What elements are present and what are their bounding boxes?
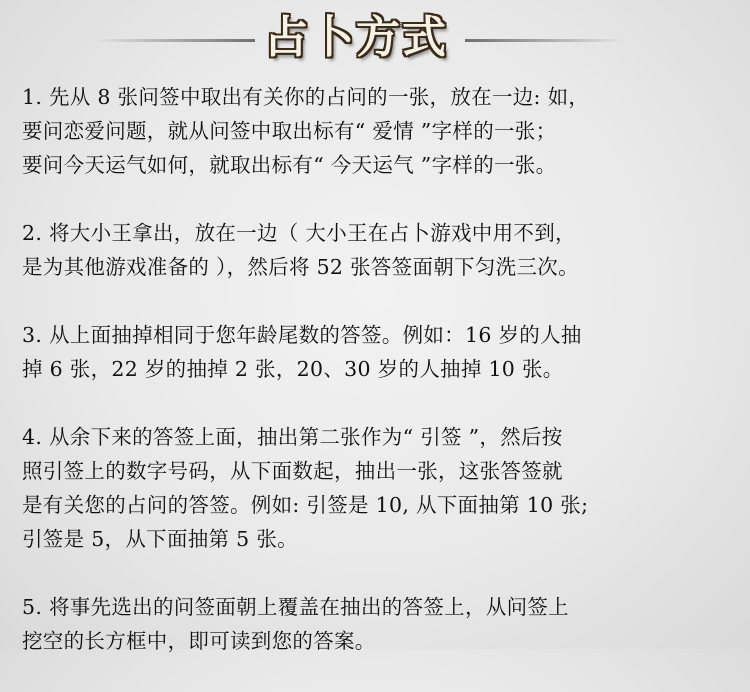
- step-5-line: 挖空的长方框中，即可读到您的答案。: [22, 629, 376, 653]
- step-2: [22, 216, 734, 284]
- step-5-line: 5. 将事先选出的问签面朝上覆盖在抽出的答签上，从问签上: [22, 595, 569, 619]
- step-3-line: 3. 从上面抽掉相同于您年龄尾数的答签。例如：16 岁的人抽: [22, 323, 582, 347]
- step-3-line: 掉 6 张，22 岁的抽掉 2 张，20、30 岁的人抽掉 10 张。: [22, 357, 564, 381]
- instructions: [22, 80, 734, 692]
- step-4-line: 引签是 5，从下面抽第 5 张。: [22, 527, 298, 551]
- step-1-line: 1. 先从 8 张问签中取出有关你的占问的一张，放在一边: 如，: [22, 85, 590, 109]
- step-1-line: 要问恋爱问题，就从问签中取出标有“ 爱情 ”字样的一张；: [22, 119, 557, 143]
- step-2-line: 2. 将大小王拿出，放在一边（ 大小王在占卜游戏中用不到，: [22, 221, 576, 245]
- step-2-line: 是为其他游戏准备的 ），然后将 52 张答签面朝下匀洗三次。: [22, 255, 579, 279]
- title-divider-left: [95, 39, 255, 42]
- step-1: [22, 80, 734, 182]
- step-4-line: 4. 从余下来的答签上面，抽出第二张作为“ 引签 ”，然后按: [22, 425, 563, 449]
- step-3: [22, 318, 734, 386]
- step-4-line: 照引签上的数字号码，从下面数起，抽出一张，这张答签就: [22, 459, 563, 483]
- page-title: 占卜方式: [264, 12, 448, 63]
- step-4-line: 是有关您的占问的答签。例如: 引签是 10, 从下面抽第 10 张;: [22, 493, 589, 517]
- title-divider-right: [465, 39, 625, 42]
- title-bar: [0, 12, 750, 70]
- step-4: [22, 420, 734, 556]
- step-1-line: 要问今天运气如何，就取出标有“ 今天运气 ”字样的一张。: [22, 153, 557, 177]
- step-5: [22, 590, 734, 658]
